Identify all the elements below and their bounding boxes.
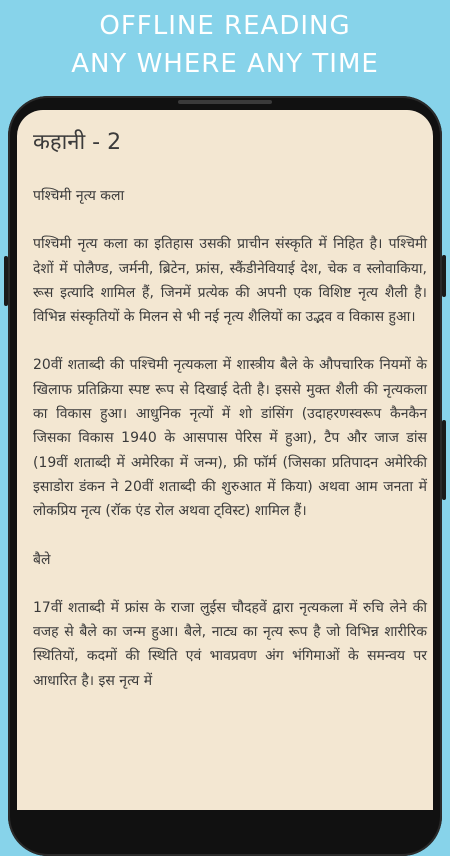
banner-headline-line2: ANY WHERE ANY TIME (71, 49, 379, 79)
phone-power-button (442, 420, 446, 500)
phone-volume-up-button (442, 255, 446, 297)
banner-headline-line1: OFFLINE READING (99, 11, 351, 41)
story-subheading: बैले (33, 551, 51, 568)
story-title: कहानी - 2 (33, 130, 122, 155)
story-content[interactable] (33, 184, 427, 717)
story-paragraph: 20वीं शताब्दी की पश्चिमी नृत्यकला में शास्त्रीय बैले के औपचारिक नियमों के खिलाफ प्रतिक्रिया स्पष्ट रूप से दिखाई देती है। इससे मुक्त शैली की नृत्यकला का विकास हुआ। आधुनिक नृत्यों में शो डांसिंग (उदाहरणस्वरूप कैनकैन जिसका विकास 1940 के आसपास पेरिस में हुआ), टैप और जाज डांस (19वीं शताब्दी में अमेरिका में जन्म), फ्री फॉर्म (जिसका प्रतिपादन अमेरिकी इसाडोरा डंकन ने 20वीं शताब्दी की शुरुआत में किया) अथवा आम जनता में लोकप्रिय नृत्य (रॉक एंड रोल अथवा ट्विस्ट) शामिल हैं। (33, 357, 427, 520)
reader-screen[interactable] (17, 110, 433, 810)
story-paragraph: 17वीं शताब्दी में फ्रांस के राजा लुईस चौदहवें द्वारा नृत्यकला में रुचि लेने की वजह से बैले का जन्म हुआ। बैले, नाट्य का नृत्य रूप है जो विभिन्न शारीरिक स्थितियों, कदमों की स्थिति एवं भावप्रवण अंग भंगिमाओं के समन्वय पर आधारित है। इस नृत्य में (33, 599, 427, 689)
story-paragraph: पश्चिमी नृत्य कला का इतिहास उसकी प्राचीन संस्कृति में निहित है। पश्चिमी देशों में पोलैण्ड, जर्मनी, ब्रिटेन, फ्रांस, स्कैंडीनेवियाई देश, चेक व स्लोवाकिया, रूस इत्यादि शामिल हैं, जिनमें प्रत्येक की अपनी एक विशिष्ट नृत्य शैली है। विभिन्न संस्कृतियों के मिलन से भी नई नृत्य शैलियों का उद्भव व विकास हुआ। (33, 236, 427, 326)
phone-speaker-grille (178, 100, 272, 104)
promo-banner (0, 0, 450, 90)
story-heading: पश्चिमी नृत्य कला (33, 188, 125, 204)
